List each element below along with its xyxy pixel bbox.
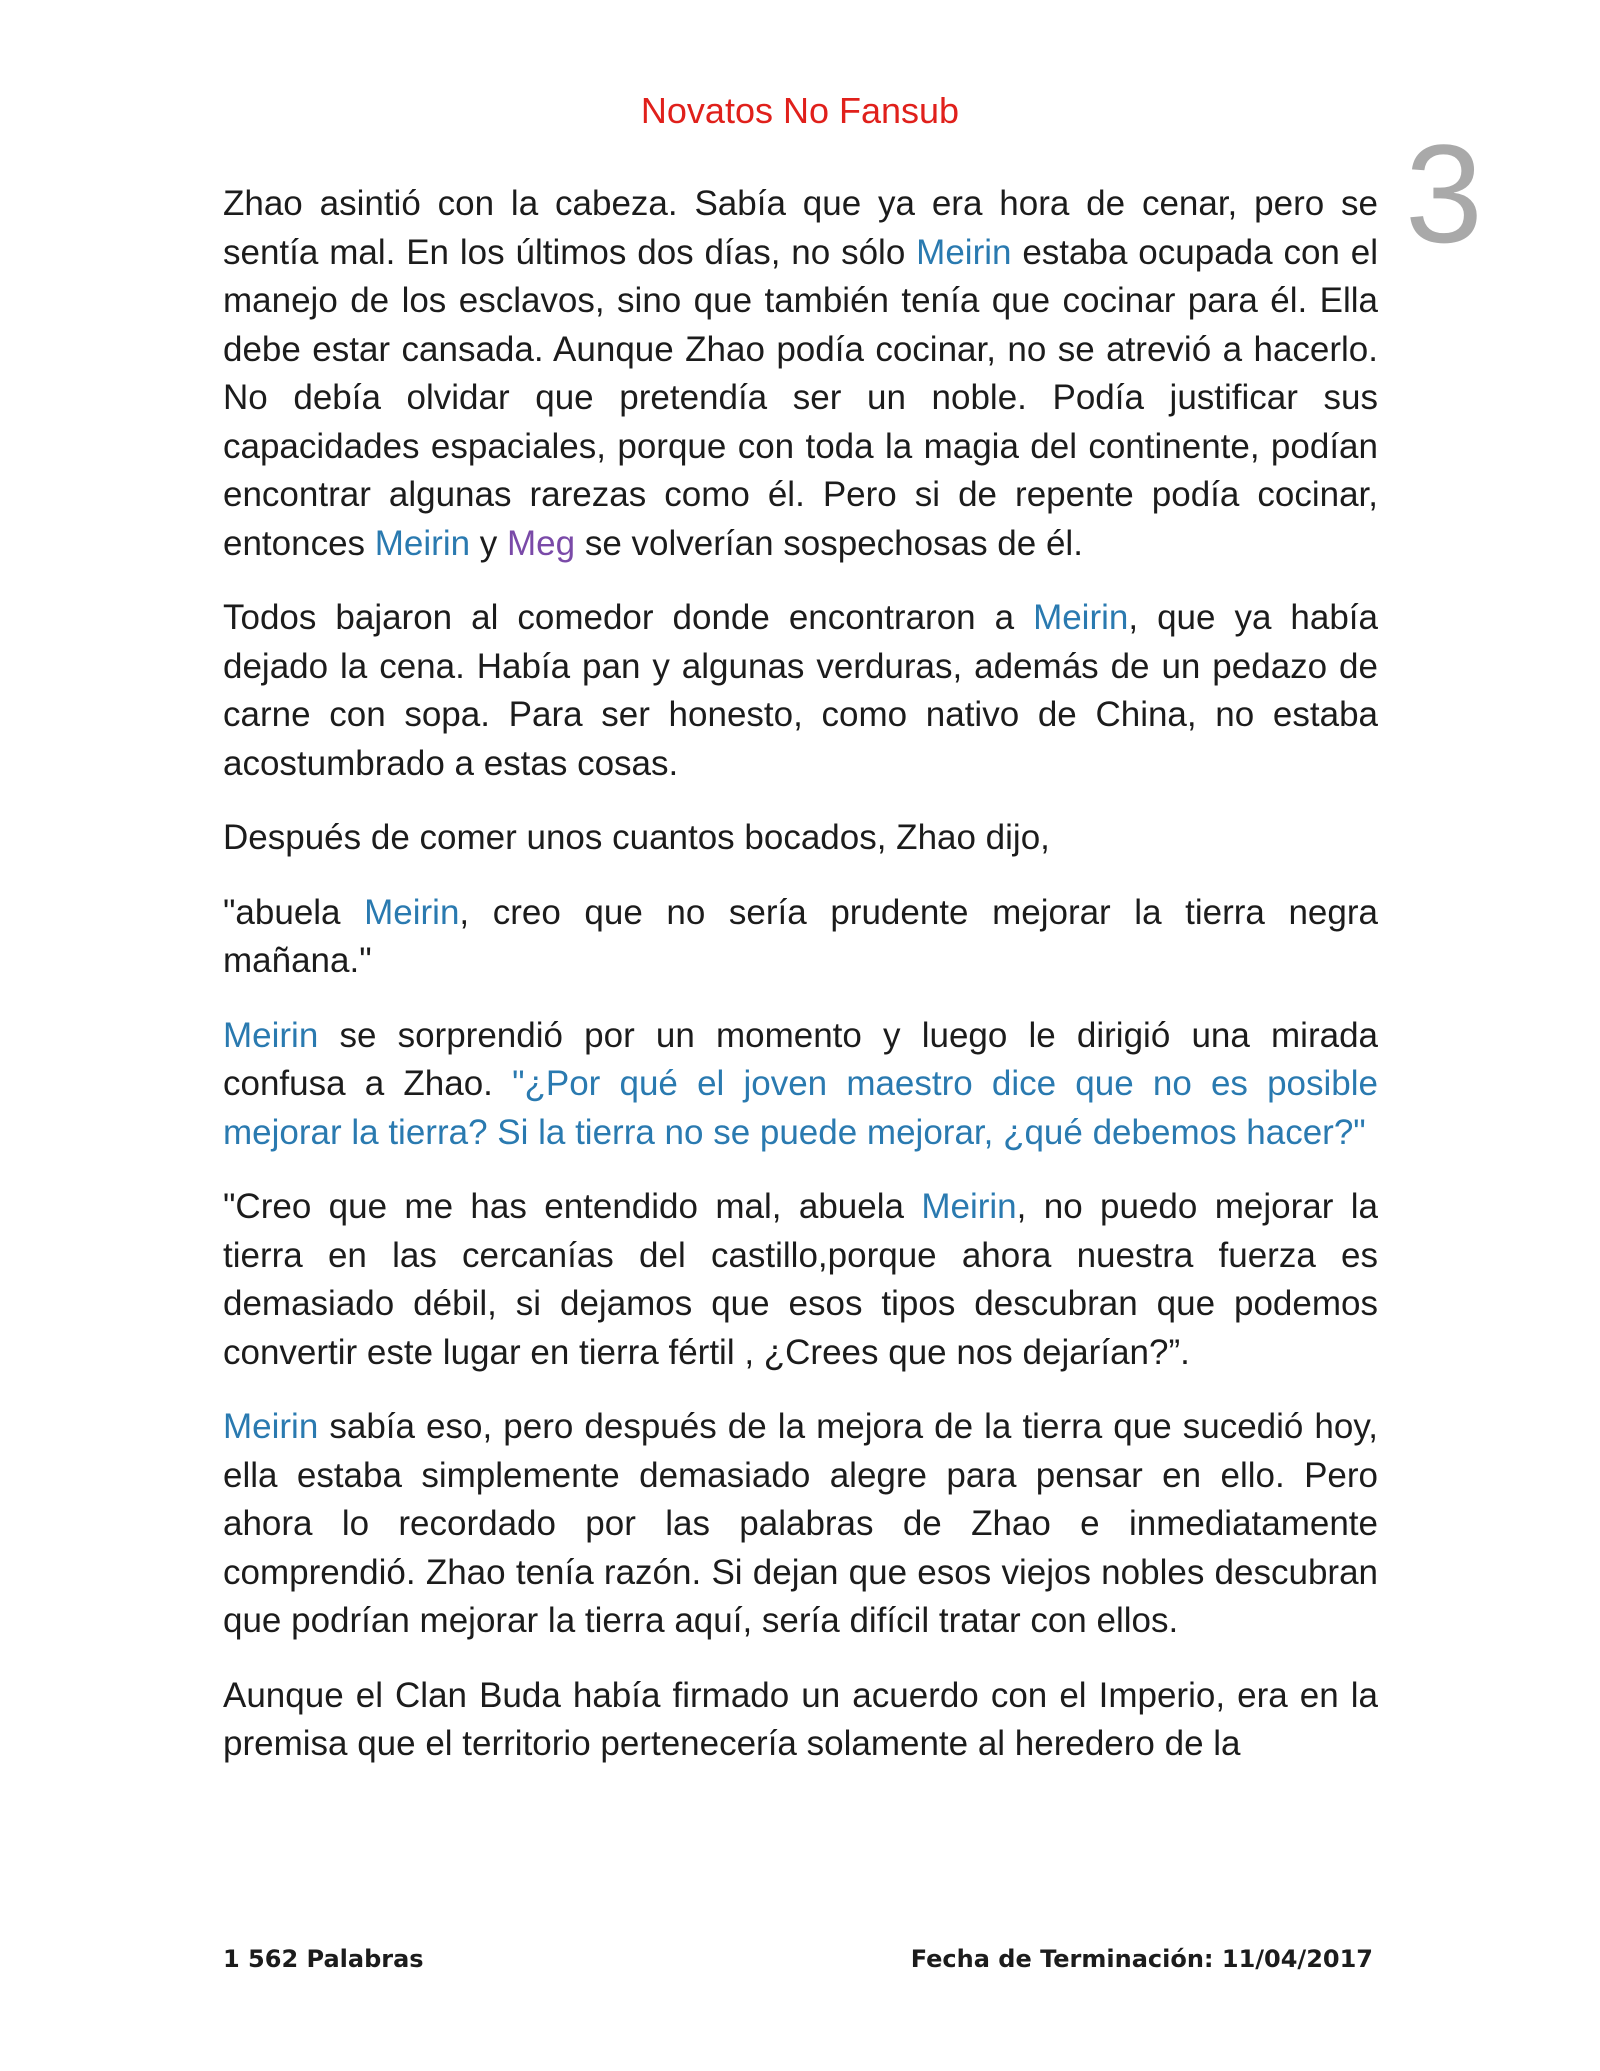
text-segment: "abuela — [223, 892, 365, 932]
paragraph — [223, 180, 1378, 568]
paragraph — [223, 1012, 1378, 1158]
text-segment: Todos bajaron al comedor donde encontraron a — [223, 598, 1034, 637]
paragraph — [223, 594, 1378, 788]
paragraph — [223, 889, 1378, 986]
paragraph — [223, 1183, 1378, 1377]
body-text — [223, 180, 1378, 1795]
header-title: Novatos No Fansub — [640, 90, 960, 131]
text-segment: Aunque el Clan Buda había firmado un acuerdo con el Imperio, era en la premisa que el territorio pertenecería solamente al heredero de la — [223, 1675, 1378, 1763]
paragraph — [223, 1403, 1378, 1646]
character-name-meirin: Meirin — [364, 892, 460, 932]
text-segment: estaba ocupada con el manejo de los esclavos, sino que también tenía que cocinar para él. Ella debe estar cansada. Aunque Zhao podía cocinar, no se atrevió a hacerlo. No debía olvidar que pretendía ser un noble. Podía justificar sus capacidades espaciales, porque con toda la magia del continente, podían encontrar algunas rarezas como él. Pero si de repente podía cocinar, entonces — [223, 232, 1379, 563]
word-count: 1 562 Palabras — [223, 1945, 424, 1973]
text-segment: y — [470, 523, 508, 563]
paragraph — [223, 814, 1378, 863]
character-name-meirin: Meirin — [223, 1407, 319, 1446]
text-segment: se volverían sospechosas de él. — [575, 523, 1083, 563]
text-segment: Zhao asintió con la cabeza. Sabía que ya era hora de cenar, pero se sentía mal. En los últimos dos días, no sólo — [223, 184, 1378, 272]
text-segment: se sorprendió por un momento y luego le dirigió una mirada confusa a Zhao. — [223, 1015, 1378, 1103]
character-name-meirin: Meirin — [916, 232, 1012, 272]
character-name-meirin: Meirin — [223, 1015, 319, 1055]
text-segment: , que ya había dejado la cena. Había pan y algunas verduras, además de un pedazo de carne con sopa. Para ser honesto, como nativo de China, no estaba acostumbrado a estas cosas. — [223, 598, 1378, 783]
text-segment: Después de comer unos cuantos bocados, Zhao dijo, — [223, 818, 1050, 857]
text-segment: , creo que no sería prudente mejorar la tierra negra mañana." — [223, 892, 1378, 980]
character-name-meg: Meg — [507, 523, 576, 563]
character-name-meirin: Meirin — [374, 523, 471, 563]
character-name-meirin: Meirin — [1033, 598, 1129, 637]
text-segment: "Creo que me has entendido mal, abuela — [223, 1187, 922, 1226]
text-segment: , no puedo mejorar la tierra en las cercanías del castillo,porque ahora nuestra fuerza es demasiado débil, si dejamos que esos tipos descubran que podemos convertir este lugar en tierra fértil , ¿Crees que nos dejarían?”. — [223, 1187, 1378, 1372]
completion-date: Fecha de Terminación: 11/04/2017 — [910, 1945, 1373, 1973]
character-name-meirin: Meirin — [921, 1187, 1017, 1226]
paragraph — [223, 1672, 1378, 1769]
page-number: 3 — [1405, 115, 1483, 272]
dialogue-text: "¿Por qué el joven maestro dice que no es posible mejorar la tierra? Si la tierra no se puede mejorar, ¿qué debemos hacer?" — [223, 1064, 1378, 1152]
text-segment: sabía eso, pero después de la mejora de la tierra que sucedió hoy, ella estaba simplemente demasiado alegre para pensar en ello. Pero ahora lo recordado por las palabras de Zhao e inmediatamente comprendió. Zhao tenía razón. Si dejan que esos viejos nobles descubran que podrían mejorar la tierra aquí, sería difícil tratar con ellos. — [223, 1407, 1378, 1640]
